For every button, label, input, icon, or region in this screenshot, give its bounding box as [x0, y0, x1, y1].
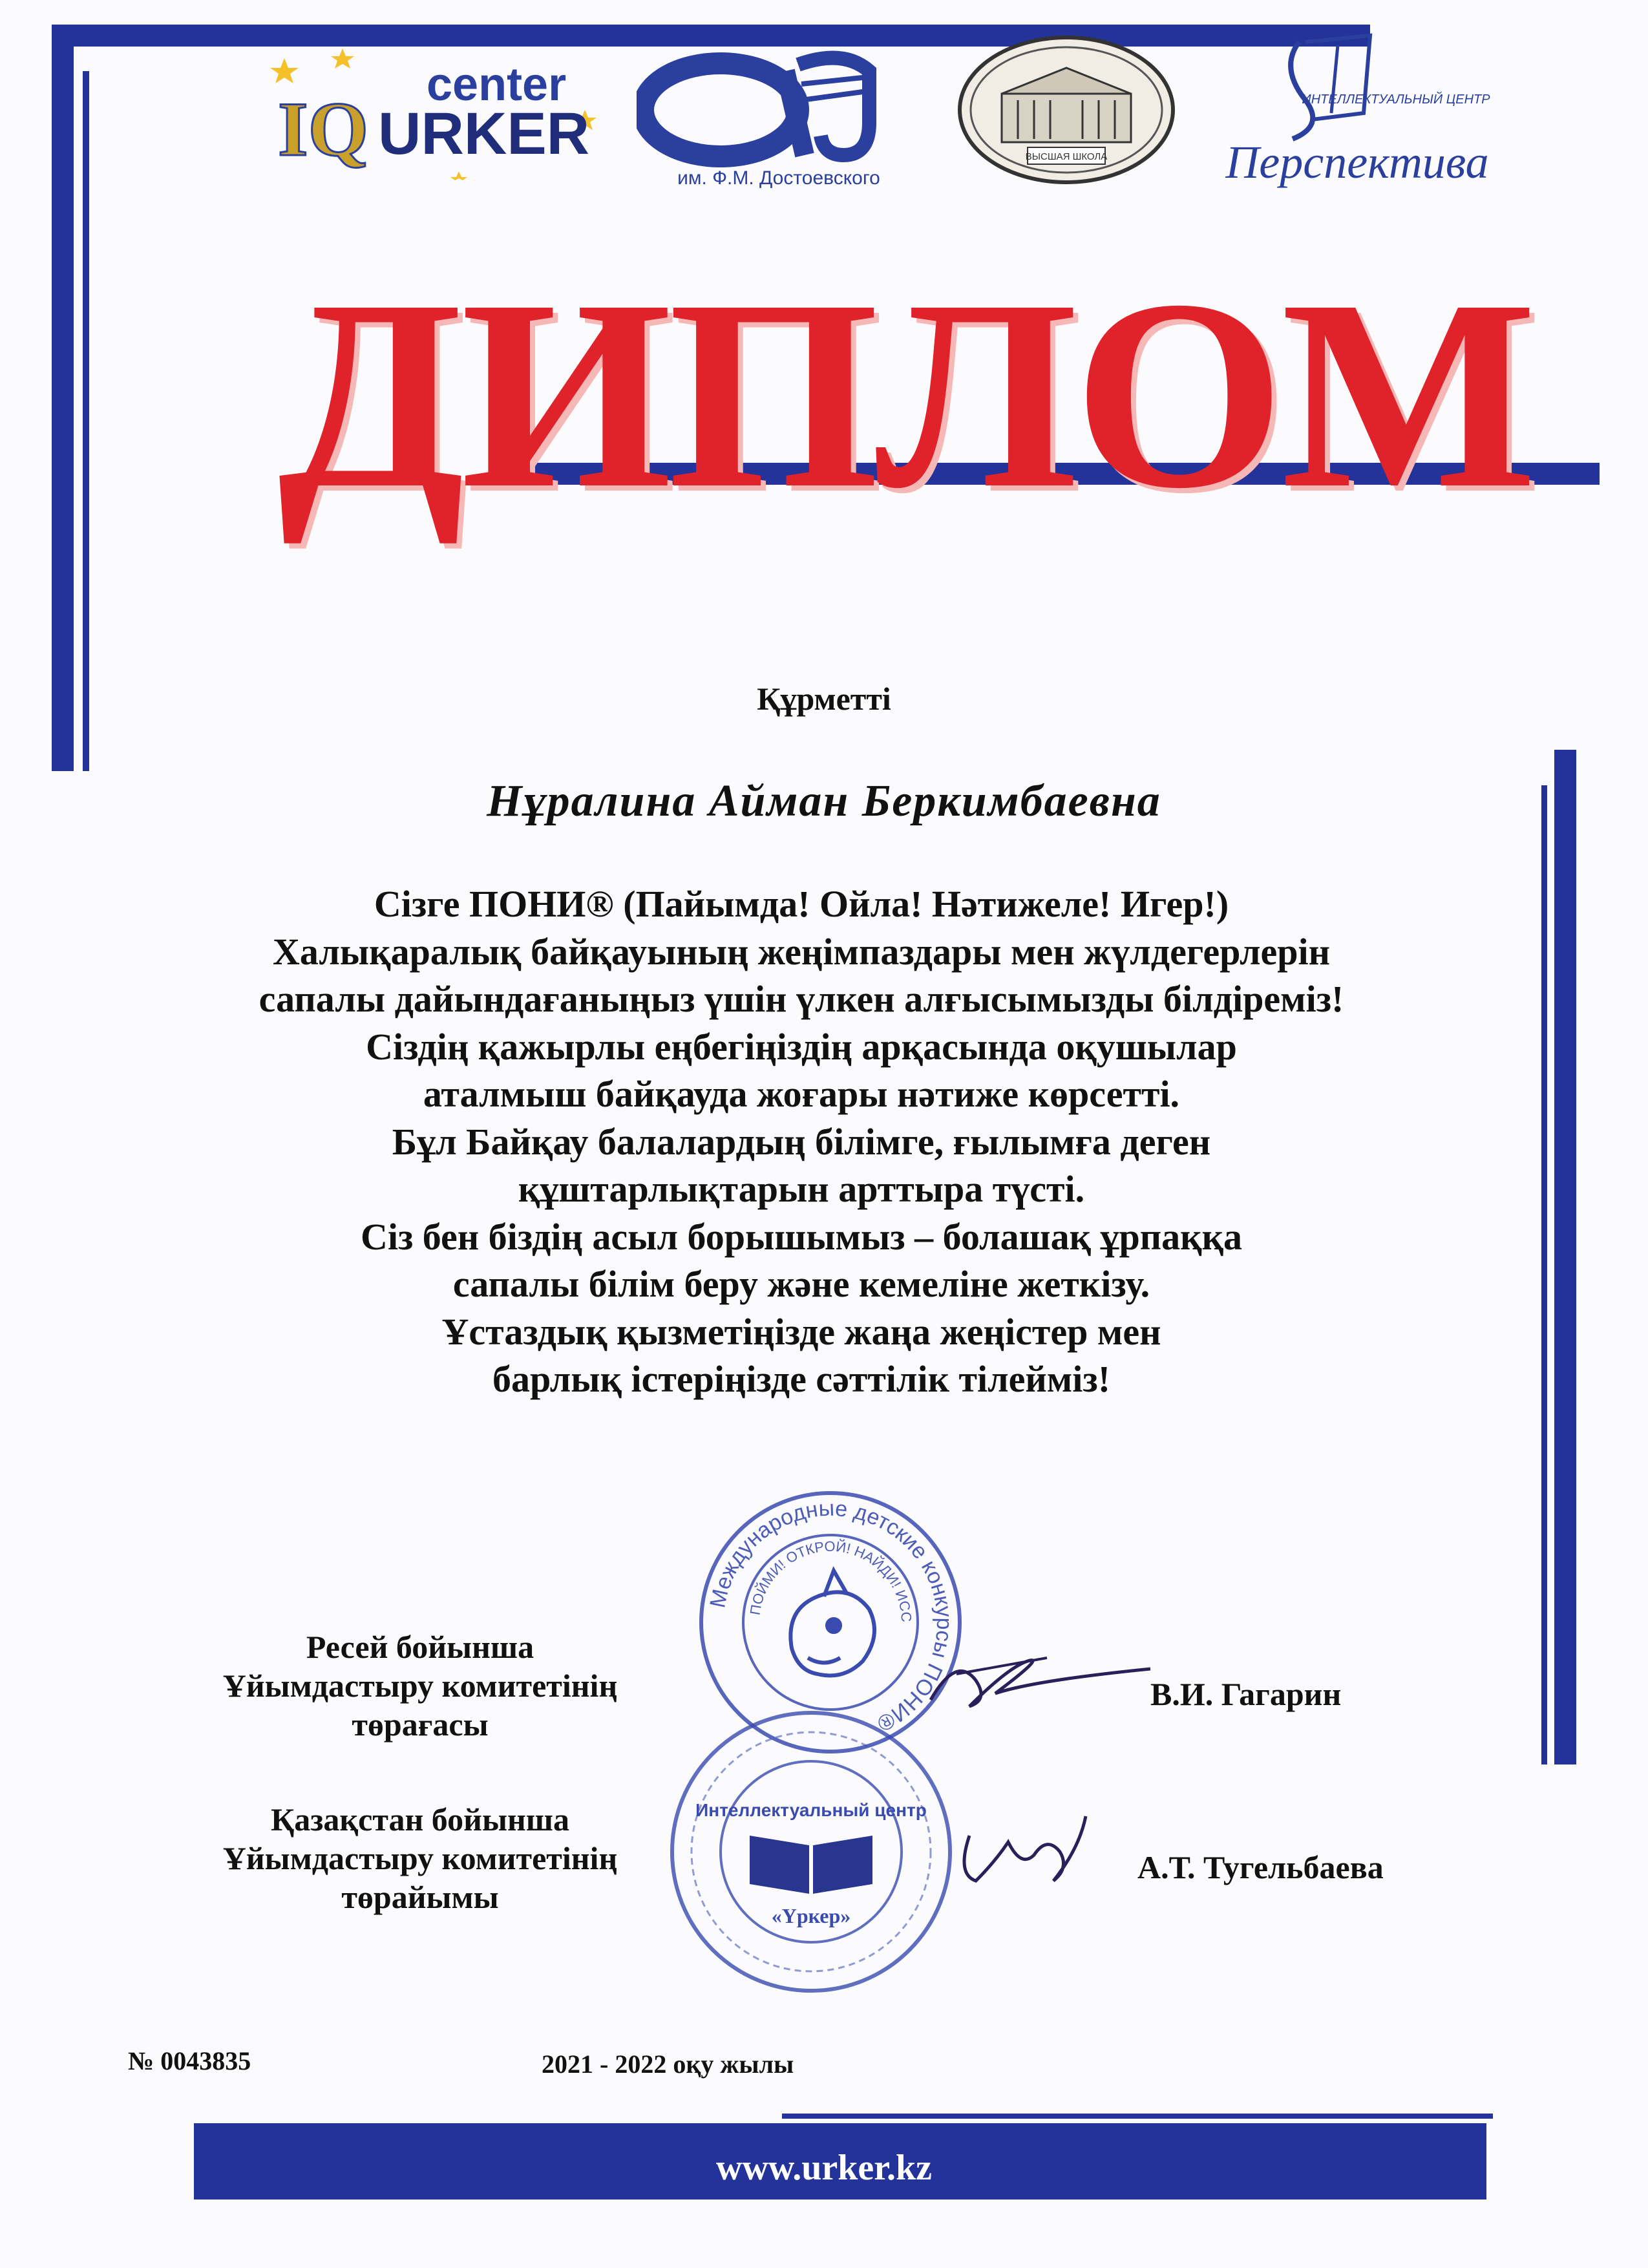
frame-bar-left [52, 25, 74, 771]
frame-line-right [1541, 785, 1547, 1765]
body-line: барлық істеріңізде сәттілік тілейміз! [492, 1358, 1111, 1400]
diploma-title: ДИПЛОМ [278, 244, 1534, 544]
website-url: www.urker.kz [716, 2148, 932, 2188]
urker-stamp-name: «Үркер» [771, 1904, 851, 1927]
body-line: аталмыш байқауда жоғары нәтиже көрсетті. [423, 1073, 1180, 1115]
body-line: Сіз бен біздің асыл борышымыз – болашақ ұрпаққа [360, 1215, 1243, 1258]
signatory-russia-name: В.И. Гагарин [1150, 1676, 1342, 1712]
diploma-body [194, 880, 1409, 1403]
body-line: Сізге ПОНИ® (Пайымда! Ойла! Нәтижеле! Игер!) [374, 883, 1229, 925]
iq-logo-urker-text: URKER [378, 101, 590, 167]
iq-logo-iq-text: IQ [278, 86, 369, 172]
university-logo [637, 45, 921, 194]
pony-stamp-inner-text: ПОЙМИ! ОТКРОЙ! НАЙДИ! ИСС [746, 1538, 915, 1622]
pony-head-icon [790, 1571, 874, 1676]
signatory-russia-title: Ресей бойынша Ұйымдастыру комитетінің төрағасы [222, 1629, 618, 1743]
perspektiva-name-text: Перспектива [1225, 136, 1489, 188]
signatory-kazakhstan-title: Қазақстан бойынша Ұйымдастыру комитетінің төрайымы [222, 1801, 618, 1915]
body-line: Халықаралық байқауының жеңімпаздары мен жүлдегерлерін [272, 930, 1331, 973]
recipient-name: Нұралина Айман Беркимбаевна [487, 776, 1161, 826]
body-line: Сіздің қажырлы еңбегіңіздің арқасында оқушылар [366, 1025, 1237, 1068]
iq-logo-top-text: center [427, 59, 567, 111]
signature-gagarin [918, 1629, 1163, 1726]
perspektiva-logo [1202, 29, 1506, 204]
body-line: Бұл Байқау балалардың білімге, ғылымға деген [392, 1120, 1211, 1163]
urker-center-stamp [666, 1706, 956, 1997]
footer-line [782, 2114, 1493, 2119]
urker-stamp-center-text: Интеллектуальный центр [695, 1800, 927, 1820]
body-line: сапалы білім беру және кемеліне жеткізу. [452, 1263, 1150, 1305]
frame-line-left [83, 71, 89, 771]
building-emblem-logo [953, 32, 1179, 187]
university-subtitle: им. Ф.М. Достоевского [677, 167, 880, 189]
salutation: Құрметті [757, 681, 891, 717]
academic-year: 2021 - 2022 оқу жылы [542, 2050, 794, 2079]
frame-bar-right [1554, 750, 1576, 1765]
diploma-number: № 0043835 [128, 2046, 251, 2075]
body-line: құштарлықтарын арттыра түсті. [518, 1168, 1085, 1210]
signatory-kazakhstan-name: А.Т. Тугельбаева [1137, 1849, 1384, 1885]
body-line: сапалы дайындағаныңыз үшін үлкен алғысымызды білдіреміз! [259, 978, 1344, 1020]
perspektiva-small-text: ИНТЕЛЛЕКТУАЛЬНЫЙ ЦЕНТР [1302, 92, 1490, 107]
building-caption: ВЫСШАЯ ШКОЛА [1025, 151, 1108, 162]
body-line: Ұстаздық қызметіңізде жаңа жеңістер мен [441, 1310, 1161, 1353]
pony-stamp-ring-text: Международные детские конкурсы ПОНИ® [705, 1496, 957, 1737]
open-book-icon [750, 1836, 872, 1894]
iq-center-urker-logo [265, 39, 601, 181]
signature-tugelbaeva [950, 1797, 1099, 1900]
